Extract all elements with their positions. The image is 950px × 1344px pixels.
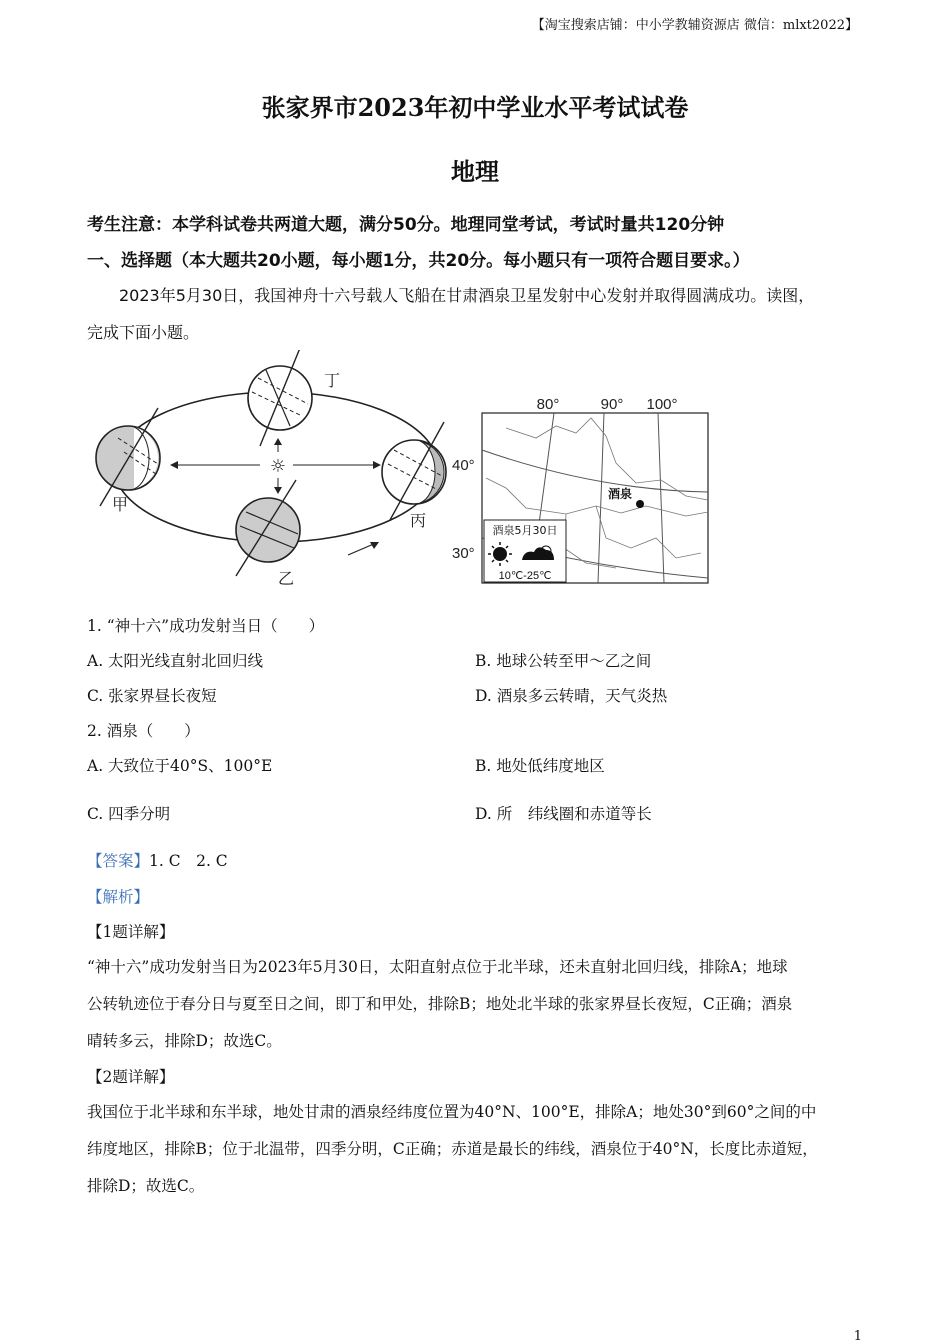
lon-100-label: 100° <box>646 396 678 413</box>
question-1-option-a: A. 太阳光线直射北回归线 <box>87 652 264 670</box>
earth-ding <box>248 350 312 446</box>
label-ding: 丁 <box>324 371 341 390</box>
sun-icon: ☼ <box>269 456 287 477</box>
answer-value: 1. C 2. C <box>149 852 228 870</box>
detail-2-label: 【2题详解】 <box>87 1068 175 1086</box>
header-shop-info: 【淘宝搜索店铺：中小学教辅资源店 微信：mlxt2022】 <box>531 18 858 33</box>
label-bing: 丙 <box>410 511 427 530</box>
question-1-option-c: C. 张家界昼长夜短 <box>87 687 217 705</box>
arrow-down-head <box>274 487 282 494</box>
earth-yi <box>236 480 300 576</box>
detail-2-line-2: 纬度地区，排除B；位于北温带，四季分明，C正确；赤道是最长的纬线，酒泉位于40°N，长度比赤道短， <box>87 1140 818 1158</box>
lat-40-label: 40° <box>452 457 475 474</box>
question-2-stem: 2. 酒泉（ ） <box>87 722 200 740</box>
question-2-option-c: C. 四季分明 <box>87 805 171 823</box>
jiuquan-map <box>446 388 716 588</box>
question-1-stem: 1. “神十六”成功发射当日（ ） <box>87 617 325 635</box>
analysis-label: 【解析】 <box>87 888 150 906</box>
lon-80-label: 80° <box>536 396 560 413</box>
lon-90-label: 90° <box>600 396 624 413</box>
question-1-option-b: B. 地球公转至甲～乙之间 <box>475 652 652 670</box>
arrow-right-head <box>373 461 381 469</box>
arrow-up-head <box>274 438 282 445</box>
intro-line-1: 2023年5月30日，我国神舟十六号载人飞船在甘肃酒泉卫星发射中心发射并取得圆满成功。读图， <box>119 286 815 305</box>
detail-1-line-1: “神十六”成功发射当日为2023年5月30日，太阳直射点位于北半球，还未直射北回归线，排除A；地球 <box>87 958 788 976</box>
detail-1-line-3: 晴转多云，排除D；故选C。 <box>87 1032 282 1050</box>
page-number: 1 <box>853 1329 862 1344</box>
question-2-option-a: A. 大致位于40°S、100°E <box>87 757 273 775</box>
arrow-left-head <box>170 461 178 469</box>
section-heading: 一、选择题（本大题共20小题，每小题1分，共20分。每小题只有一项符合题目要求。） <box>87 251 750 271</box>
page-subject: 地理 <box>451 157 499 186</box>
exam-notice: 考生注意：本学科试卷共两道大题，满分50分。地理同堂考试，考试时量共120分钟 <box>87 215 725 235</box>
jiuquan-marker <box>636 500 644 508</box>
orbit-diagram <box>88 350 468 590</box>
earth-jia <box>96 408 160 506</box>
detail-1-line-2: 公转轨迹位于春分日与夏至日之间，即丁和甲处，排除B；地处北半球的张家界昼长夜短，C正确；酒泉 <box>87 995 793 1013</box>
page-title: 张家界市2023年初中学业水平考试试卷 <box>261 93 689 122</box>
detail-2-line-3: 排除D；故选C。 <box>87 1177 205 1195</box>
question-1-option-d: D. 酒泉多云转晴，天气炎热 <box>475 687 668 705</box>
answer-label: 【答案】 <box>87 852 150 870</box>
weather-temp: 10℃-25℃ <box>498 570 552 582</box>
answer-line <box>87 849 228 871</box>
earth-bing <box>382 422 446 520</box>
label-yi: 乙 <box>278 569 295 588</box>
lat-30-label: 30° <box>452 545 475 562</box>
detail-2-line-1: 我国位于北半球和东半球，地处甘肃的酒泉经纬度位置为40°N、100°E，排除A；地处30°到60°之间的中 <box>87 1103 817 1121</box>
intro-line-2: 完成下面小题。 <box>87 323 200 342</box>
jiuquan-label: 酒泉 <box>607 487 632 501</box>
weather-title: 酒泉5月30日 <box>492 524 558 537</box>
question-2-option-b: B. 地处低纬度地区 <box>475 757 605 775</box>
question-2-option-d: D. 所 纬线圈和赤道等长 <box>475 805 652 823</box>
detail-1-label: 【1题详解】 <box>87 923 175 941</box>
label-jia: 甲 <box>112 495 129 514</box>
